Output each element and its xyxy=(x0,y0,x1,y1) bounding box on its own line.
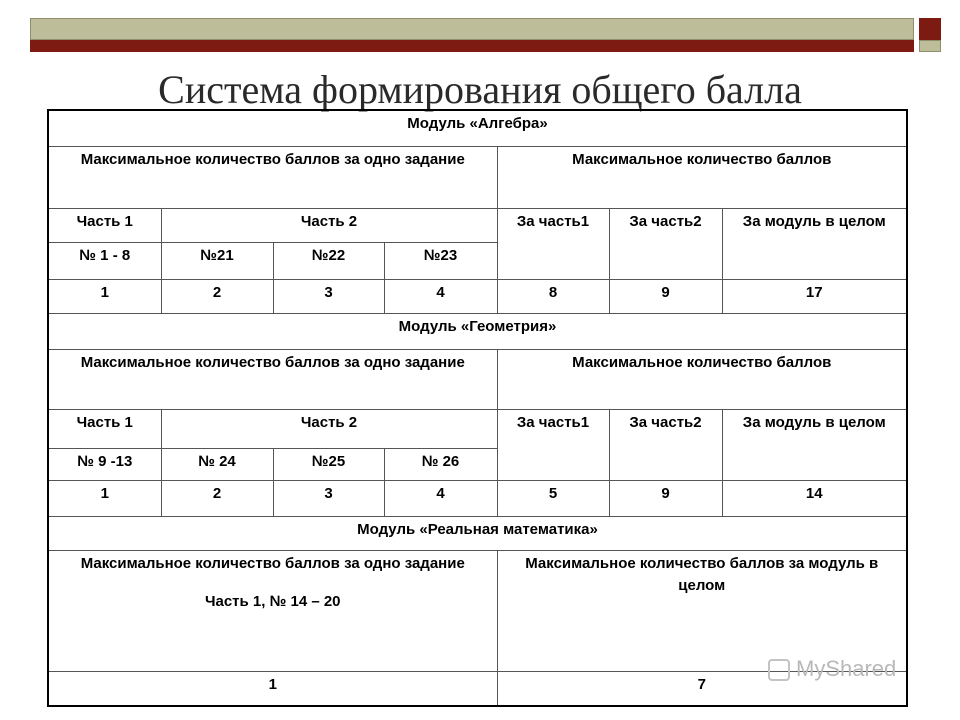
geometry-parts-row xyxy=(48,410,907,448)
table-cell: № 9 -13 xyxy=(48,448,161,480)
table-cell: 4 xyxy=(384,279,497,313)
algebra-scores-row xyxy=(48,279,907,313)
algebra-parts-row xyxy=(48,209,907,243)
table-cell: 8 xyxy=(497,279,609,313)
table-cell: 3 xyxy=(273,279,384,313)
table-cell: 14 xyxy=(722,480,907,516)
table-cell: №22 xyxy=(273,243,384,279)
algebra-header-row xyxy=(48,146,907,208)
realmath-header-row xyxy=(48,551,907,672)
monitor-icon xyxy=(768,659,790,681)
realmath-max-task-header: Максимальное количество баллов за одно задание xyxy=(80,555,465,573)
algebra-part2-label: Часть 2 xyxy=(161,209,497,243)
table-cell: 1 xyxy=(48,480,161,516)
red-stripe xyxy=(30,40,914,52)
table-cell: 2 xyxy=(161,480,273,516)
table-cell: 9 xyxy=(609,279,722,313)
watermark-text: MyShared xyxy=(796,656,897,681)
table-cell: №21 xyxy=(161,243,273,279)
realmath-max-total-header: Максимальное количество баллов за модуль в целом xyxy=(497,551,907,672)
table-cell: 3 xyxy=(273,480,384,516)
realmath-score-task: 1 xyxy=(48,672,497,706)
table-cell: № 24 xyxy=(161,448,273,480)
table-cell: 5 xyxy=(497,480,609,516)
table-cell: 4 xyxy=(384,480,497,516)
scoring-table xyxy=(47,109,908,707)
algebra-for-part2: За часть2 xyxy=(609,209,722,279)
corner-square-olive xyxy=(919,40,941,52)
table-cell: 9 xyxy=(609,480,722,516)
realmath-module-row xyxy=(48,517,907,551)
realmath-module-title: Модуль «Реальная математика» xyxy=(48,517,907,551)
table-cell: № 1 - 8 xyxy=(48,243,161,279)
table-cell: №25 xyxy=(273,448,384,480)
algebra-max-total-header: Максимальное количество баллов xyxy=(497,146,907,208)
geometry-max-task-header: Максимальное количество баллов за одно задание xyxy=(48,350,497,410)
geometry-for-part2: За часть2 xyxy=(609,410,722,480)
geometry-for-module: За модуль в целом xyxy=(722,410,907,480)
geometry-part1-label: Часть 1 xyxy=(48,410,161,448)
algebra-for-part1: За часть1 xyxy=(497,209,609,279)
table-cell: № 26 xyxy=(384,448,497,480)
corner-square-red xyxy=(919,18,941,40)
table-cell: 17 xyxy=(722,279,907,313)
geometry-max-total-header: Максимальное количество баллов xyxy=(497,350,907,410)
geometry-for-part1: За часть1 xyxy=(497,410,609,480)
realmath-score-total: 7 xyxy=(497,672,907,706)
geometry-module-title: Модуль «Геометрия» xyxy=(48,313,907,349)
watermark xyxy=(768,656,896,682)
realmath-part-label: Часть 1, № 14 – 20 xyxy=(204,593,341,611)
algebra-max-task-header: Максимальное количество баллов за одно задание xyxy=(48,146,497,208)
table-cell: №23 xyxy=(384,243,497,279)
geometry-scores-row xyxy=(48,480,907,516)
geometry-module-row xyxy=(48,313,907,349)
table-cell: 1 xyxy=(48,279,161,313)
algebra-part1-label: Часть 1 xyxy=(48,209,161,243)
algebra-module-row xyxy=(48,110,907,146)
algebra-for-module: За модуль в целом xyxy=(722,209,907,279)
table-cell: 2 xyxy=(161,279,273,313)
algebra-module-title: Модуль «Алгебра» xyxy=(48,110,907,146)
geometry-part2-label: Часть 2 xyxy=(161,410,497,448)
realmath-max-task-cell xyxy=(48,551,497,672)
slide-title: Система формирования общего балла xyxy=(158,67,802,112)
geometry-header-row xyxy=(48,350,907,410)
header-decoration xyxy=(30,18,944,52)
olive-stripe xyxy=(30,18,914,40)
